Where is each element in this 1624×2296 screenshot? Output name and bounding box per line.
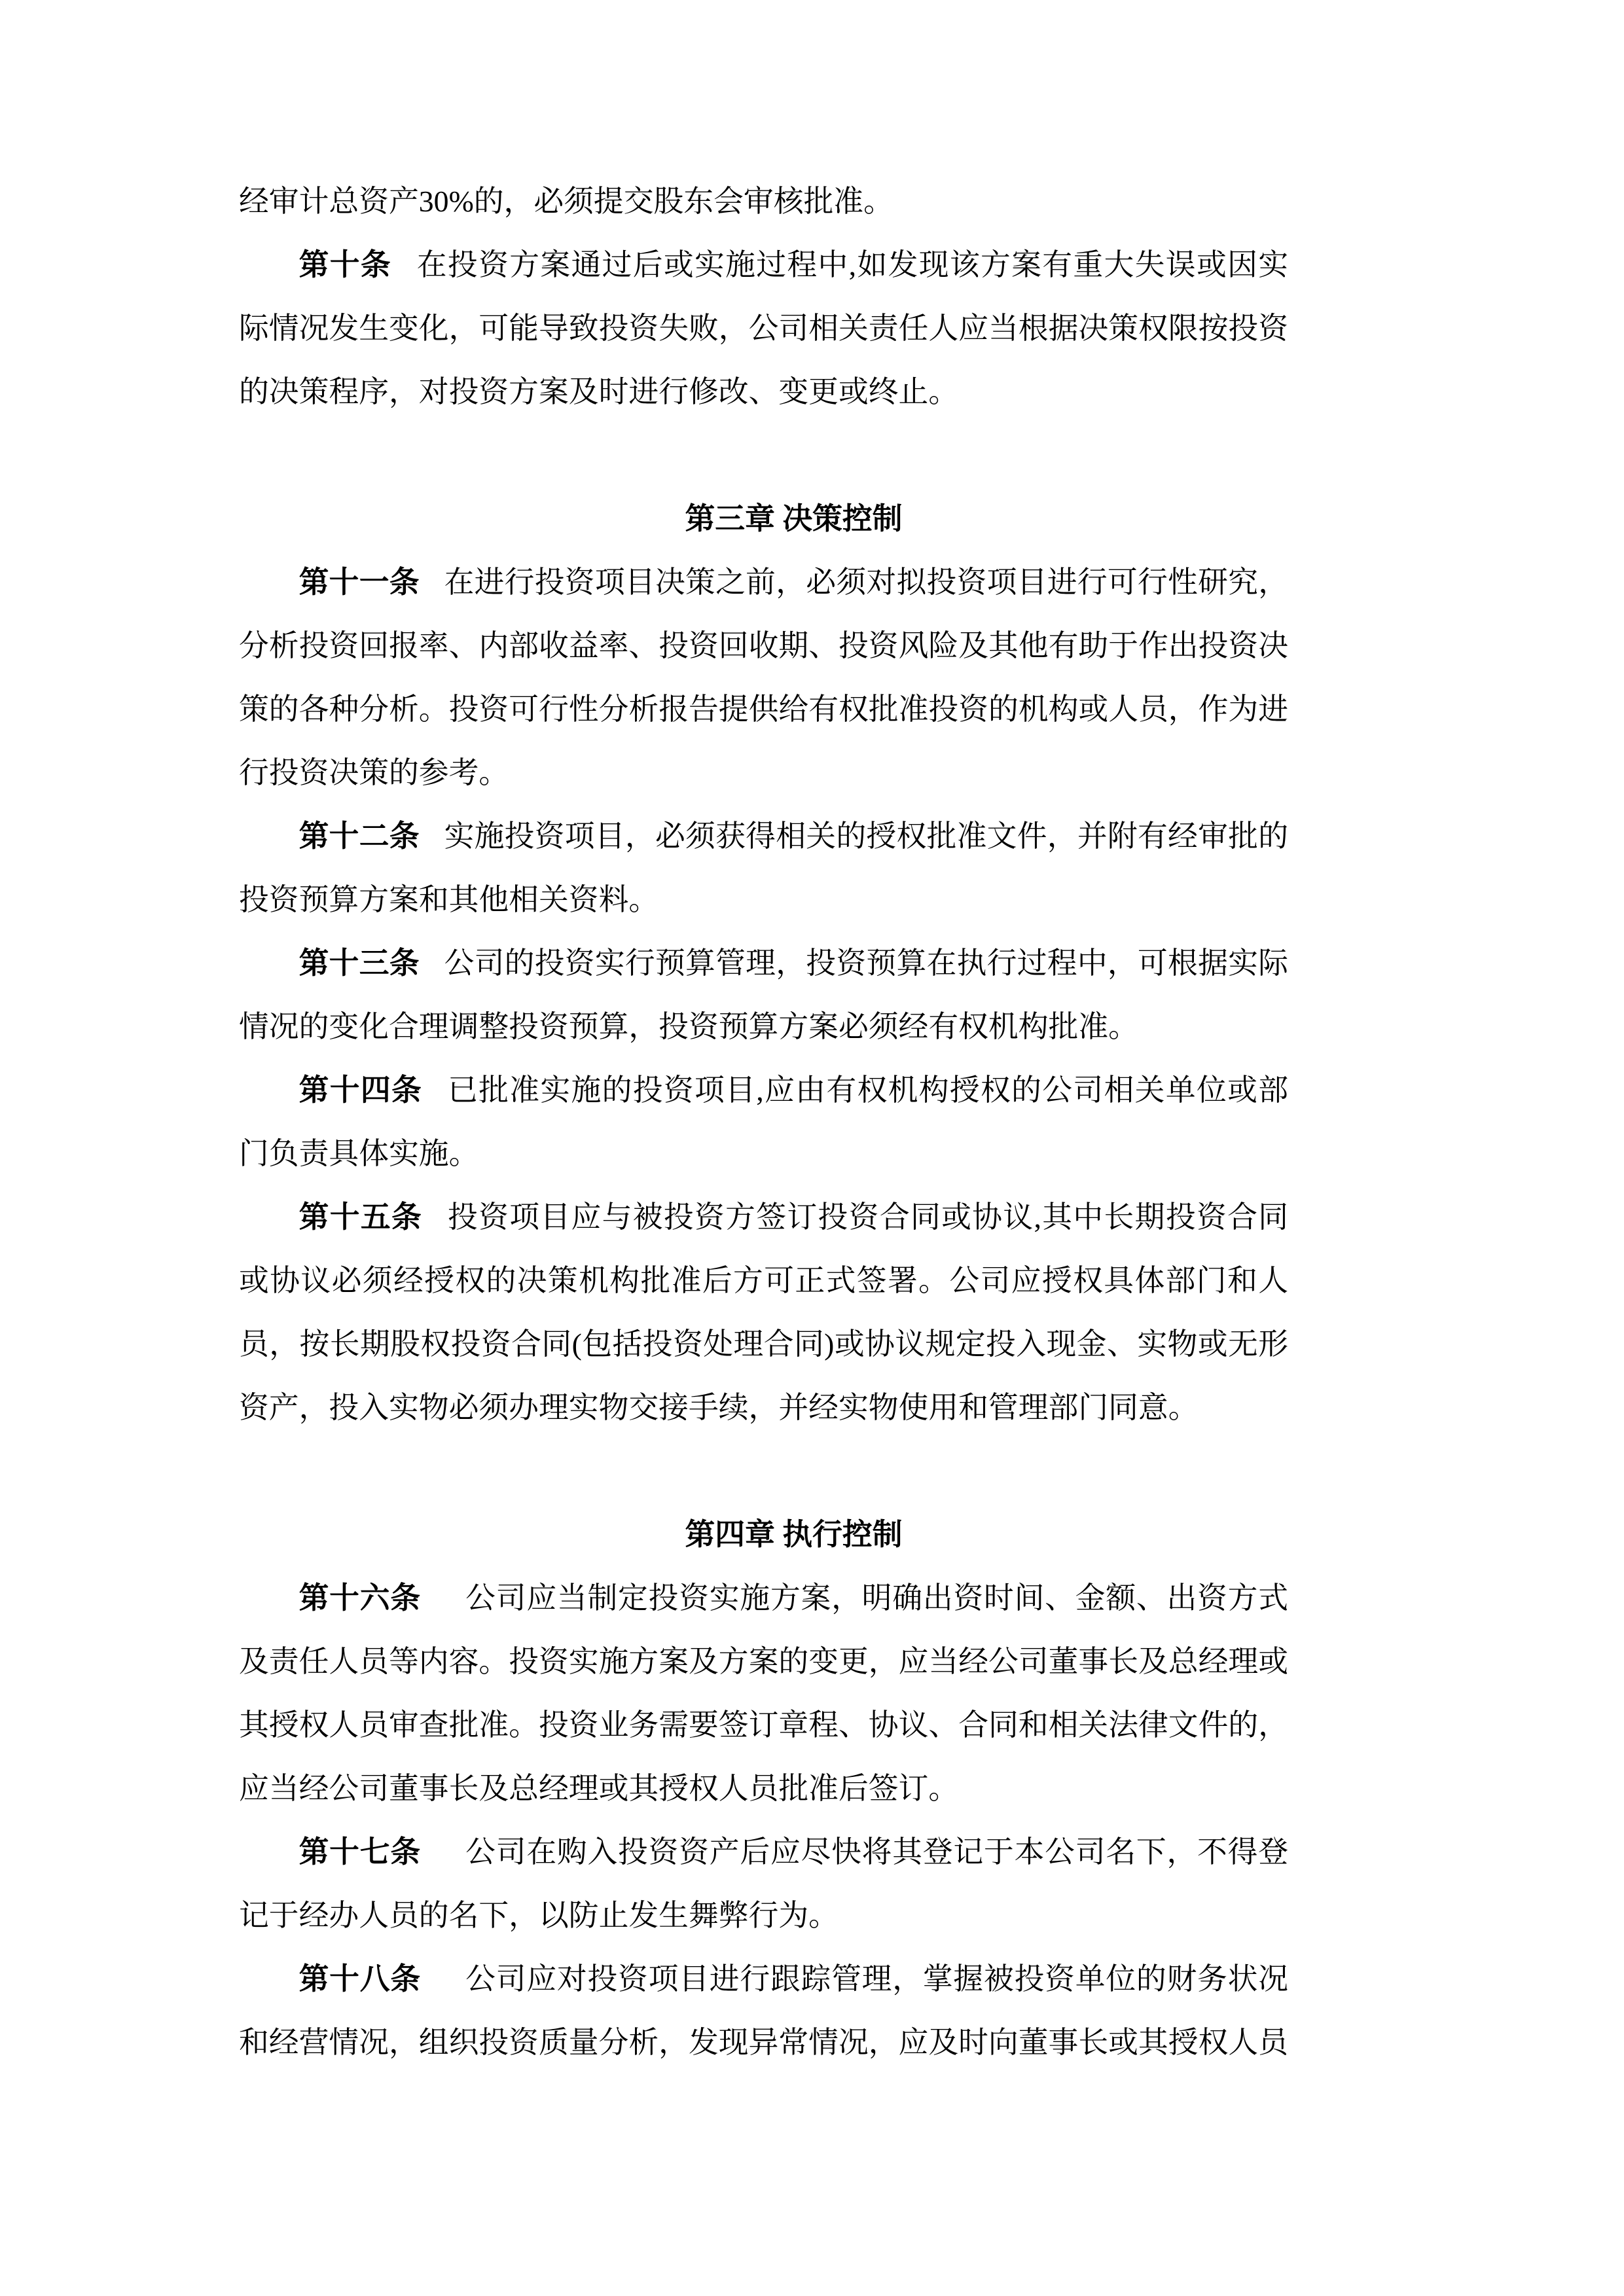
article-18 — [239, 1947, 1288, 2074]
article-12-text: 实施投资项目，必须获得相关的授权批准文件，并附有经审批的投资预算方案和其他相关资料。 — [239, 819, 1289, 916]
article-10 — [239, 233, 1288, 423]
article-10-text: 在投资方案通过后或实施过程中,如发现该方案有重大失误或因实际情况发生变化，可能导致投资失败，公司相关责任人应当根据决策权限按投资的决策程序，对投资方案及时进行修改、变更或终止。 — [239, 248, 1289, 408]
article-13 — [239, 931, 1288, 1058]
article-16 — [239, 1566, 1288, 1820]
article-11-number: 第十一条 — [298, 565, 420, 599]
article-15 — [239, 1185, 1288, 1439]
article-12 — [239, 804, 1288, 931]
text-block — [239, 170, 1288, 2074]
article-14-text: 已批准实施的投资项目,应由有权机构授权的公司相关单位或部门负责具体实施。 — [239, 1073, 1289, 1170]
article-15-number: 第十五条 — [298, 1200, 423, 1234]
article-14-number: 第十四条 — [298, 1073, 423, 1107]
chapter-4-heading: 第四章 执行控制 — [685, 1518, 903, 1551]
article-15-text: 投资项目应与被投资方签订投资合同或协议,其中长期投资合同或协议必须经授权的决策机构批准后方可正式签署。公司应授权具体部门和人员，按长期股权投资合同(包括投资处理合同)或协议规定投入现金、实物或无形资产，投入实物必须办理实物交接手续，并经实物使用和管理部门同意。 — [239, 1200, 1289, 1424]
article-13-text: 公司的投资实行预算管理，投资预算在执行过程中，可根据实际情况的变化合理调整投资预算，投资预算方案必须经有权机构批准。 — [239, 946, 1289, 1043]
article-10-number: 第十条 — [298, 248, 391, 281]
article-13-number: 第十三条 — [298, 946, 420, 980]
article-18-number: 第十八条 — [298, 1962, 421, 1996]
article-16-number: 第十六条 — [298, 1581, 421, 1615]
continuation-text: 经审计总资产30%的，必须提交股东会审核批准。 — [239, 185, 893, 218]
article-18-text: 公司应对投资项目进行跟踪管理，掌握被投资单位的财务状况和经营情况，组织投资质量分析，发现异常情况，应及时向董事长或其授权人员 — [239, 1962, 1289, 2059]
article-17-number: 第十七条 — [298, 1835, 421, 1869]
article-17-text: 公司在购入投资资产后应尽快将其登记于本公司名下，不得登记于经办人员的名下，以防止发生舞弊行为。 — [239, 1835, 1289, 1932]
article-17 — [239, 1820, 1288, 1947]
article-16-text: 公司应当制定投资实施方案，明确出资时间、金额、出资方式及责任人员等内容。投资实施方案及方案的变更，应当经公司董事长及总经理或其授权人员审查批准。投资业务需要签订章程、协议、合同和相关法律文件的，应当经公司董事长及总经理或其授权人员批准后签订。 — [239, 1581, 1289, 1805]
chapter-3-heading: 第三章 决策控制 — [685, 502, 903, 535]
article-12-number: 第十二条 — [298, 819, 420, 853]
article-11-text: 在进行投资项目决策之前，必须对拟投资项目进行可行性研究，分析投资回报率、内部收益率、投资回收期、投资风险及其他有助于作出投资决策的各种分析。投资可行性分析报告提供给有权批准投资的机构或人员，作为进行投资决策的参考。 — [239, 565, 1289, 789]
article-11 — [239, 550, 1288, 804]
continuation-paragraph — [239, 170, 1288, 233]
article-14 — [239, 1058, 1288, 1185]
